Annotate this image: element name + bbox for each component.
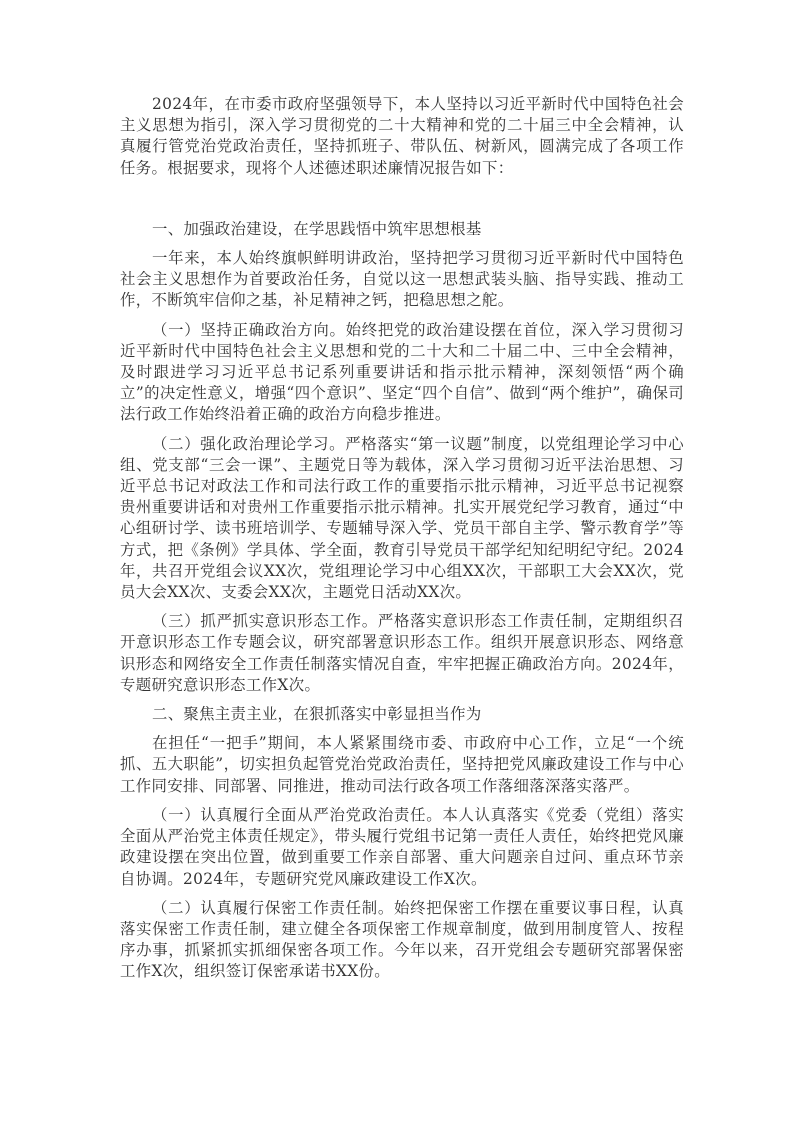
section-2-lead-paragraph: 在担任“一把手”期间，本人紧紧围绕市委、市政府中心工作，立足“一个统抓、五大职能”，切实担负起管党治党政治责任，坚持把党风廉政建设工作与中心工作同安排、同部署、同推进，推动司法行政各项工作落细落深落实落严。 [120, 734, 684, 795]
section-1-item-3-paragraph: （三）抓严抓实意识形态工作。严格落实意识形态工作责任制，定期组织召开意识形态工作专题会议，研究部署意识形态工作。组织开展意识形态、网络意识形态和网络安全工作责任制落实情况自查，牢牢把握正确政治方向。2024年，专题研究意识形态工作X次。 [120, 612, 684, 694]
section-1-heading: 一、加强政治建设，在学思践悟中筑牢思想根基 [152, 219, 482, 238]
section-1-item-2-paragraph: （二）强化政治理论学习。严格落实“第一议题”制度，以党组理论学习中心组、党支部“三会一课”、主题党日等为载体，深入学习贯彻习近平法治思想、习近平总书记对政法工作和司法行政工作的重要指示批示精神，习近平总书记视察贵州重要讲话和对贵州工作重要指示批示精神。扎实开展党纪学习教育，通过“中心组研讨学、读书班培训学、专题辅导深入学、党员干部自主学、警示教育学”等方式，把《条例》学具体、学全面，教育引导党员干部学纪知纪明纪守纪。2024年，共召开党组会议XX次，党组理论学习中心组XX次，干部职工大会XX次，党员大会XX次、支委会XX次，主题党日活动XX次。 [120, 434, 684, 602]
section-2-heading: 二、聚焦主责主业，在狠抓落实中彰显担当作为 [152, 705, 482, 724]
intro-paragraph: 2024年，在市委市政府坚强领导下，本人坚持以习近平新时代中国特色社会主义思想为指引，深入学习贯彻党的二十大精神和党的二十届三中全会精神，认真履行管党治党政治责任，坚持抓班子、带队伍、树新风，圆满完成了各项工作任务。根据要求，现将个人述德述职述廉情况报告如下： [120, 95, 684, 177]
section-2-item-2-paragraph: （二）认真履行保密工作责任制。始终把保密工作摆在重要议事日程，认真落实保密工作责任制，建立健全各项保密工作规章制度，做到用制度管人、按程序办事，抓紧抓实抓细保密各项工作。今年以来，召开党组会专题研究部署保密工作X次，组织签订保密承诺书XX份。 [120, 898, 684, 981]
section-1-lead-paragraph: 一年来，本人始终旗帜鲜明讲政治，坚持把学习贯彻习近平新时代中国特色社会主义思想作为首要政治任务，自觉以这一思想武装头脑、指导实践、推动工作，不断筑牢信仰之基，补足精神之钙，把稳思想之舵。 [120, 249, 684, 310]
section-2-item-1-paragraph: （一）认真履行全面从严治党政治责任。本人认真落实《党委（党组）落实全面从严治党主体责任规定》，带头履行党组书记第一责任人责任，始终把党风廉政建设摆在突出位置，做到重要工作亲自部署、重大问题亲自过问、重点环节亲自协调。2024年，专题研究党风廉政建设工作X次。 [120, 805, 684, 888]
section-1-item-1-paragraph: （一）坚持正确政治方向。始终把党的政治建设摆在首位，深入学习贯彻习近平新时代中国特色社会主义思想和党的二十大和二十届二中、三中全会精神，及时跟进学习习近平总书记系列重要讲话和指示批示精神，深刻领悟“两个确立”的决定性意义，增强“四个意识”、坚定“四个自信”、做到“两个维护”，确保司法行政工作始终沿着正确的政治方向稳步推进。 [120, 320, 684, 424]
document-page [120, 94, 684, 983]
